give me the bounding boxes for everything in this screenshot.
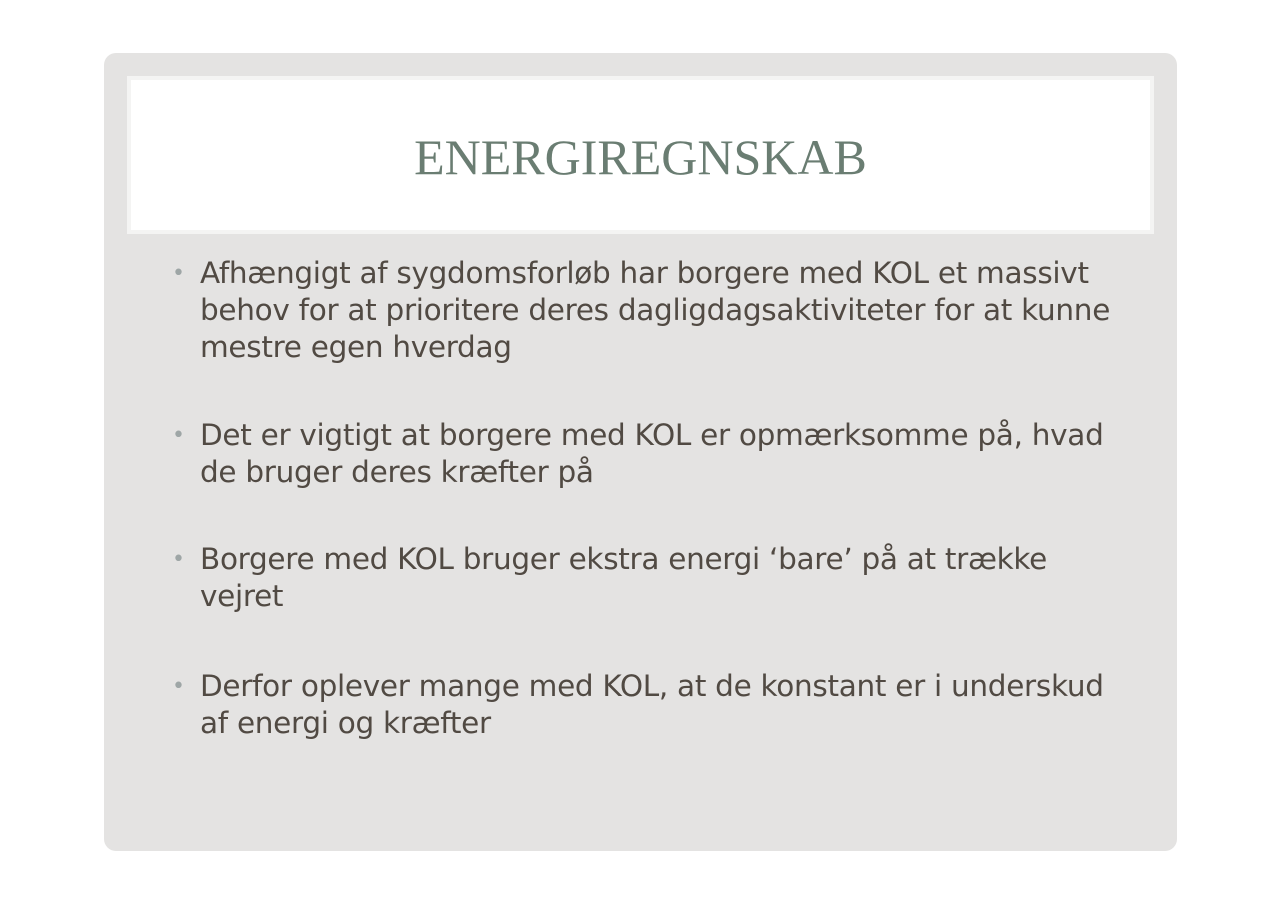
bullet-text: Borgere med KOL bruger ekstra energi ‘bare’ på at trække vejret xyxy=(200,542,1048,613)
slide-title: ENERGIREGNSKAB xyxy=(414,129,867,185)
bullet-marker: • xyxy=(172,423,185,448)
bullet-item xyxy=(170,541,1130,615)
bullet-item xyxy=(170,668,1130,742)
bullet-list xyxy=(170,255,1130,742)
bullet-marker: • xyxy=(172,261,185,286)
bullet-item xyxy=(170,417,1130,491)
bullet-marker: • xyxy=(172,547,185,572)
bullet-marker: • xyxy=(172,674,185,699)
slide xyxy=(104,53,1177,851)
bullet-item xyxy=(170,255,1130,366)
bullet-text: Det er vigtigt at borgere med KOL er opmærksomme på, hvad de bruger deres kræfter på xyxy=(200,418,1104,489)
bullet-text: Afhængigt af sygdomsforløb har borgere med KOL et massivt behov for at prioritere deres dagligdagsaktiviteter for at kunne mestre egen hverdag xyxy=(200,256,1111,364)
title-box xyxy=(127,76,1154,234)
bullet-text: Derfor oplever mange med KOL, at de konstant er i underskud af energi og kræfter xyxy=(200,669,1104,740)
